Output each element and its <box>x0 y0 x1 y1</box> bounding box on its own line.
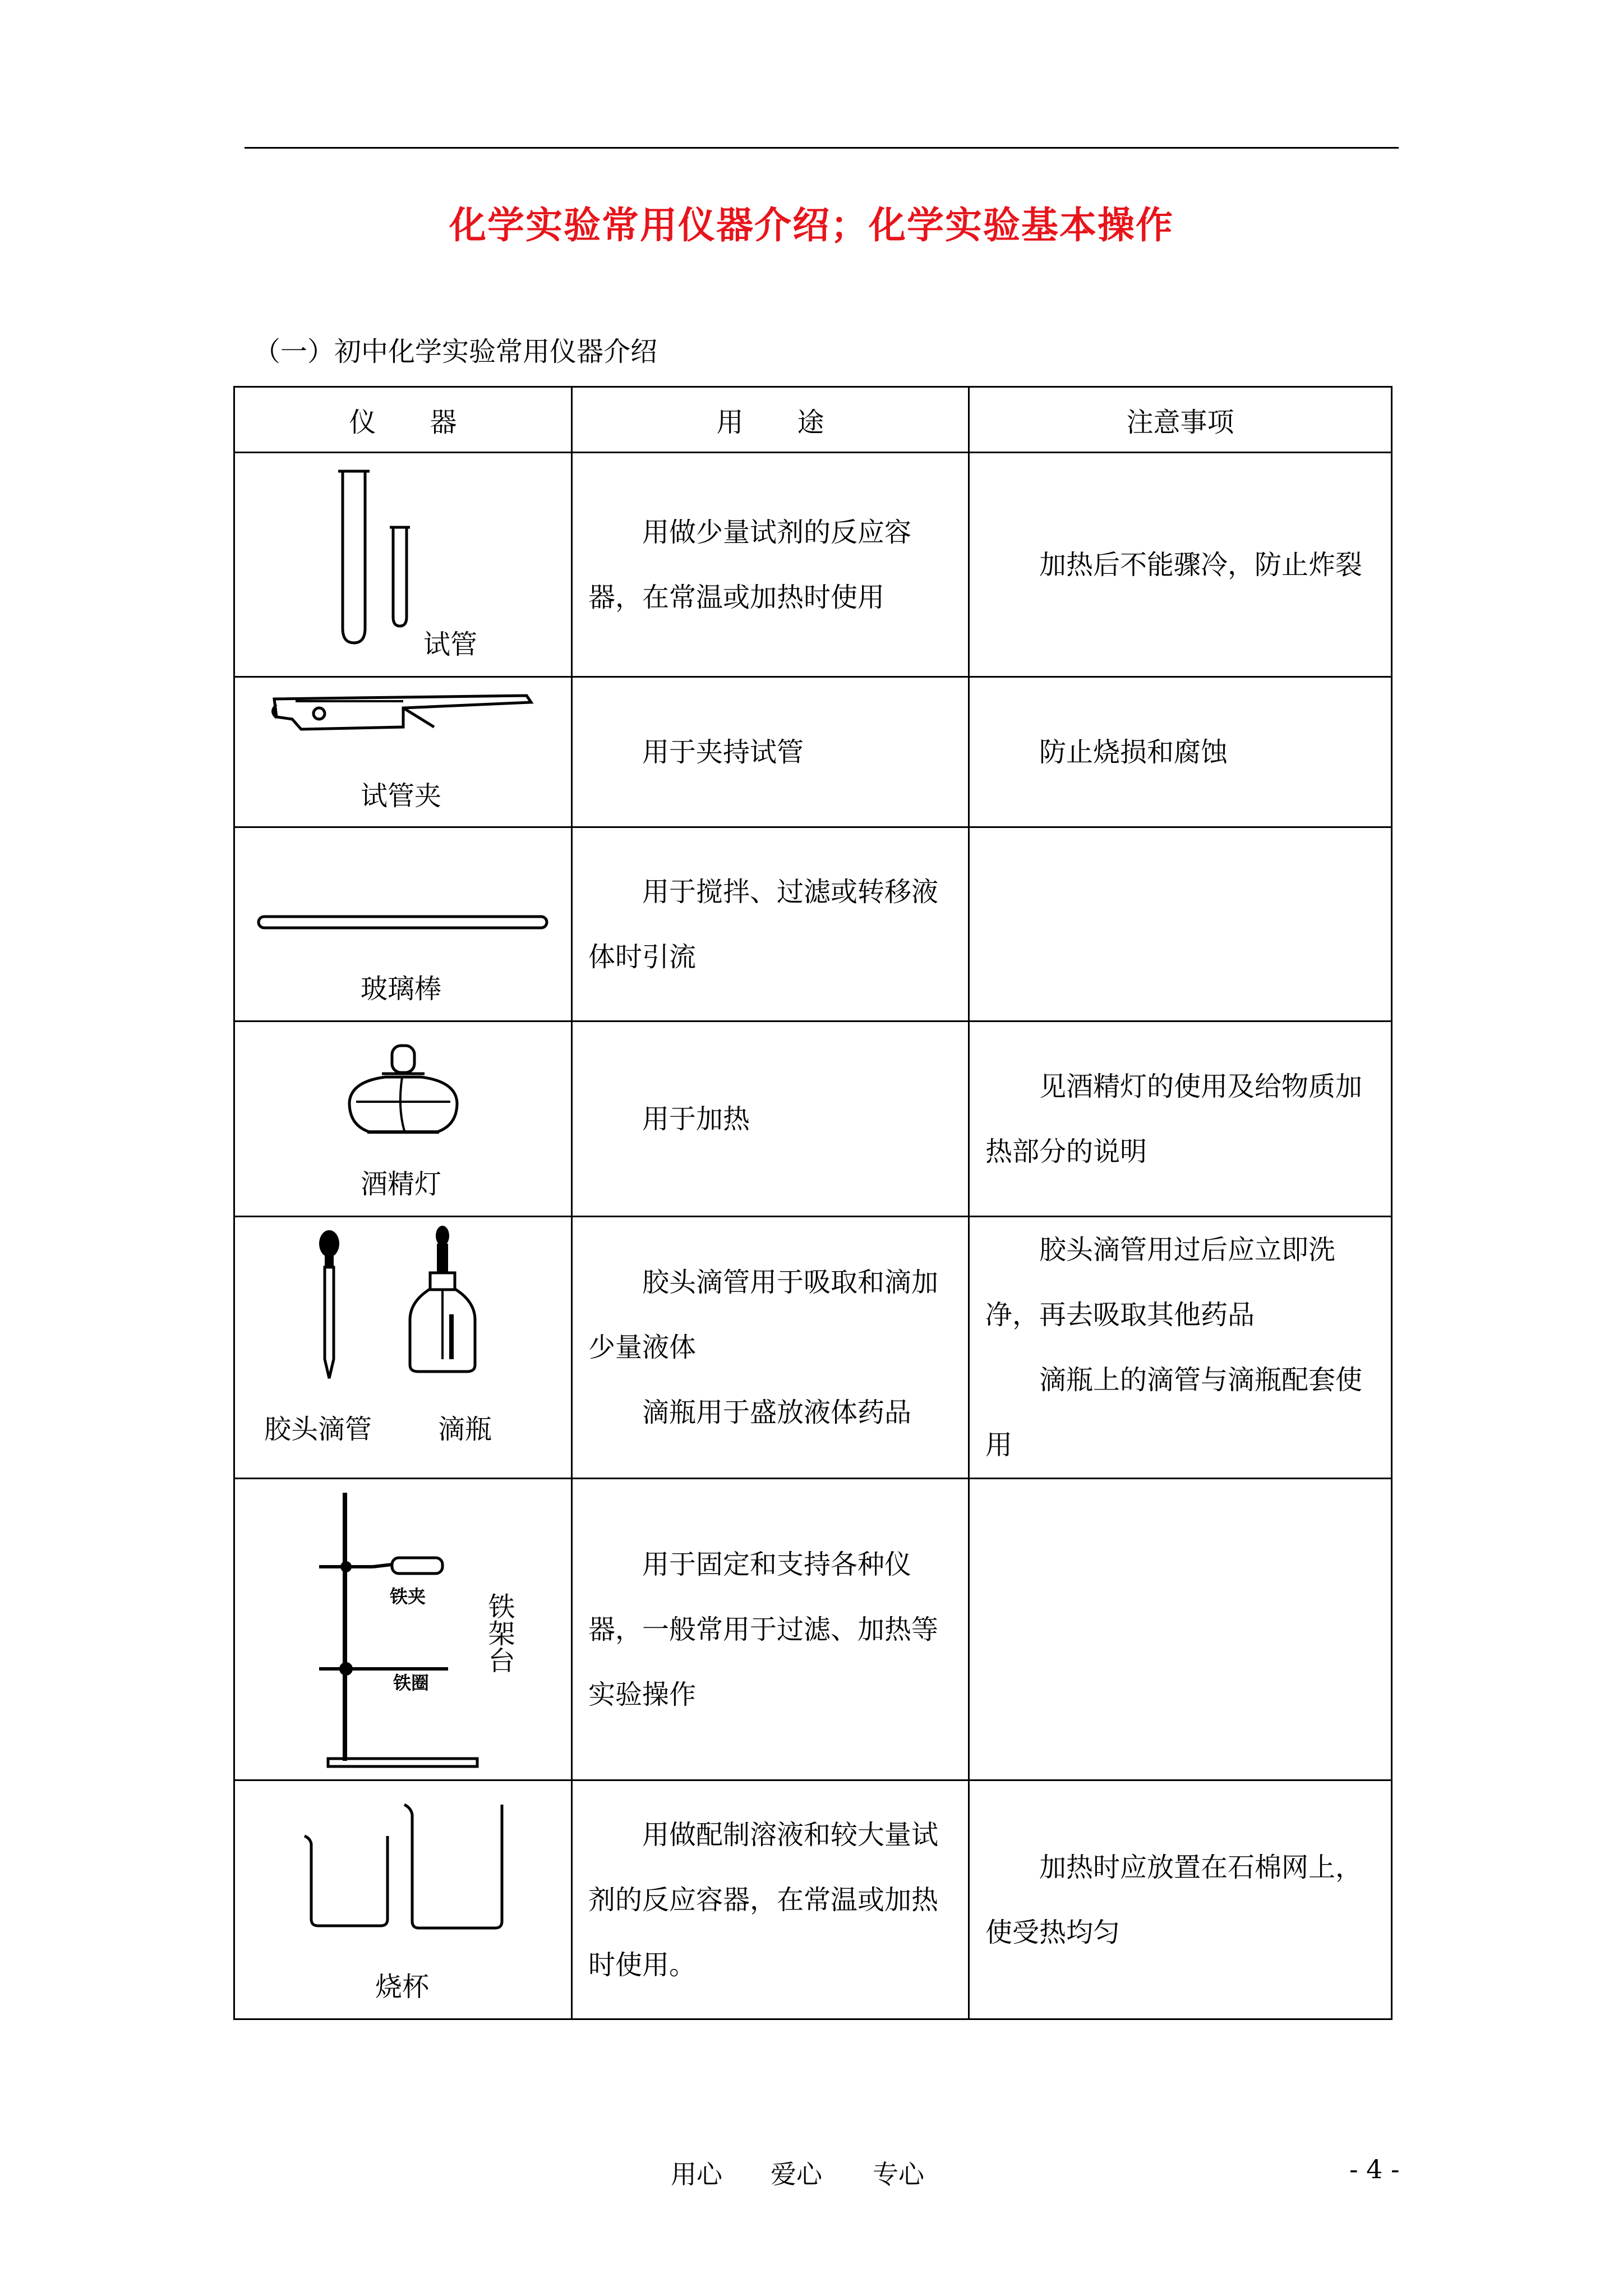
notes-text: 防止烧损和腐蚀 <box>1039 736 1228 768</box>
instrument-label: 烧杯 <box>375 1971 430 2003</box>
dropping-bottle-icon <box>410 1226 475 1372</box>
header-instrument: 仪 器 <box>234 387 572 453</box>
table-row <box>234 453 1392 677</box>
instrument-cell <box>234 677 572 827</box>
use-text: 用于夹持试管 <box>642 736 804 768</box>
instrument-label: 试管 <box>423 628 478 660</box>
notes-text: 见酒精灯的使用及给物质加热部分的说明 <box>985 1070 1363 1167</box>
iron-stand-icon <box>235 1480 571 1779</box>
iron-clamp-label: 铁夹 <box>390 1585 426 1607</box>
instrument-cell <box>234 827 572 1022</box>
table-header-row <box>234 387 1392 453</box>
notes-cell <box>969 1022 1392 1217</box>
use-text: 用于搅拌、过滤或转移液体时引流 <box>588 876 939 973</box>
notes-cell <box>969 677 1392 827</box>
instrument-label: 酒精灯 <box>361 1168 442 1200</box>
page-title: 化学实验常用仪器介绍；化学实验基本操作 <box>449 204 1174 247</box>
table-row <box>234 1217 1392 1479</box>
instrument-cell <box>234 1217 572 1479</box>
table-row <box>234 1022 1392 1217</box>
instrument-cell <box>234 1780 572 2019</box>
dropper-label: 胶头滴管 <box>264 1414 372 1445</box>
header-rule <box>245 147 1399 149</box>
use-cell <box>572 677 969 827</box>
use-text: 胶头滴管用于吸取和滴加少量液体 <box>588 1267 939 1363</box>
use-text: 用做少量试剂的反应容器，在常温或加热时使用 <box>588 516 912 613</box>
notes-cell <box>969 1479 1392 1780</box>
notes-text: 胶头滴管用过后应立即洗净，再去吸取其他药品 <box>985 1234 1336 1331</box>
instrument-label: 试管夹 <box>361 780 442 812</box>
use-cell <box>572 1479 969 1780</box>
instrument-label: 玻璃棒 <box>361 973 442 1005</box>
iron-stand-label: 铁架台 <box>483 1592 515 1673</box>
footer-motto: 专心 <box>873 2159 924 2189</box>
header-use: 用 途 <box>572 387 969 453</box>
use-cell <box>572 1217 969 1479</box>
use-cell <box>572 453 969 677</box>
test-tube-icon <box>235 454 571 675</box>
footer-motto: 爱心 <box>771 2159 822 2189</box>
use-cell <box>572 827 969 1022</box>
dropping-bottle-label: 滴瓶 <box>438 1414 492 1445</box>
use-cell <box>572 1780 969 2019</box>
instrument-cell <box>234 1022 572 1217</box>
instrument-cell <box>234 1479 572 1780</box>
notes-cell <box>969 453 1392 677</box>
table-row <box>234 1780 1392 2019</box>
dropper-icon <box>319 1230 339 1378</box>
notes-text: 滴瓶上的滴管与滴瓶配套使用 <box>985 1364 1363 1461</box>
header-notes: 注意事项 <box>969 387 1392 453</box>
notes-cell <box>969 1780 1392 2019</box>
use-text: 用于固定和支持各种仪器，一般常用于过滤、加热等实验操作 <box>588 1548 939 1710</box>
use-text: 用于加热 <box>642 1103 750 1135</box>
use-cell <box>572 1022 969 1217</box>
notes-text: 加热后不能骤冷，防止炸裂 <box>1039 549 1363 581</box>
use-text: 用做配制溶液和较大量试剂的反应容器，在常温或加热时使用。 <box>588 1819 939 1981</box>
table-row <box>234 677 1392 827</box>
section-heading: （一）初中化学实验常用仪器介绍 <box>253 336 658 367</box>
notes-cell <box>969 827 1392 1022</box>
use-text: 滴瓶用于盛放液体药品 <box>642 1397 912 1428</box>
table-row <box>234 1479 1392 1780</box>
table-row <box>234 827 1392 1022</box>
page-number: - 4 - <box>1349 2154 1400 2184</box>
instrument-table <box>233 386 1393 2020</box>
footer-motto: 用心 <box>671 2159 722 2189</box>
notes-cell <box>969 1217 1392 1479</box>
iron-ring-label: 铁圈 <box>393 1672 430 1694</box>
notes-text: 加热时应放置在石棉网上，使受热均匀 <box>985 1851 1363 1948</box>
instrument-cell <box>234 453 572 677</box>
